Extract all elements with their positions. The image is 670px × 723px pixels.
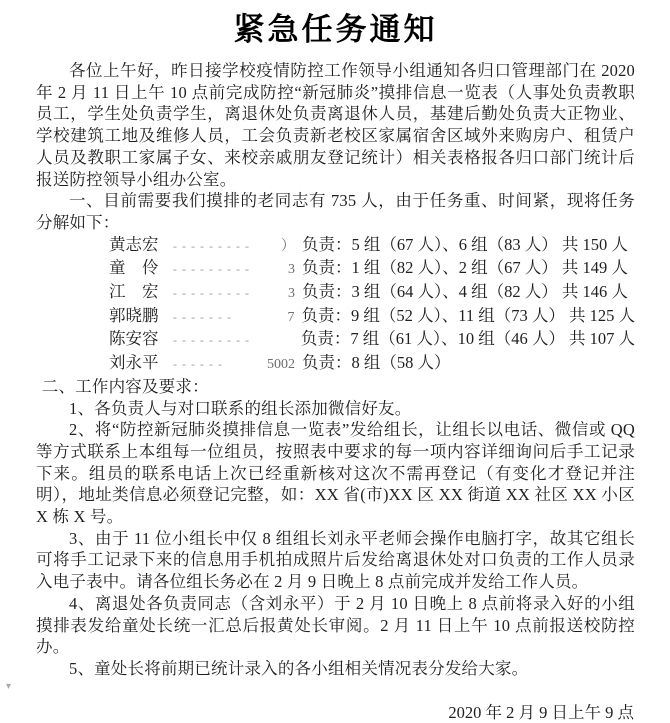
redacted-phone [173, 330, 294, 352]
requirement-item-5: 5、童处长将前期已统计录入的各小组相关情况表分发给大家。 [69, 658, 529, 678]
requirement-item-2: 2、将“防控新冠肺炎摸排信息一览表”发给组长，让组长以电话、微信或 QQ 等方式联系上本组每一位组员，按照表中要求的每一项内容详细询问后手工记录下来。组员的联系电话上次已经重新核对这次不需再登记（有变化才登记并注明），地址类信息必须登记完整，如：XX 省(市)XX 区 XX 街道 XX 社区 XX 小区 X 栋 X 号。 [36, 420, 635, 527]
section2-heading: 二、工作内容及要求： [41, 376, 209, 396]
phone-redaction-marks: - - - - - - [173, 357, 223, 372]
requirement-item-4: 4、离退处各负责同志（含刘永平）于 2 月 10 日晚上 8 点前将录入好的小组摸排表发给童处长统一汇总后报黄处长审阅。2 月 11 日上午 10 点前报送校防控办。 [36, 593, 635, 657]
signature-date: 2020 年 2 月 9 日上午 9 点 [448, 702, 634, 722]
person-name: 郭晓鹏 [109, 305, 159, 325]
assignment-list [36, 234, 635, 376]
requirement-item-1: 1、各负责人与对口联系的组长添加微信好友。 [69, 398, 412, 418]
redacted-phone [173, 236, 295, 258]
phone-redaction-marks: - - - - - - - - - [173, 333, 250, 348]
person-name: 黄志宏 [109, 234, 159, 254]
redacted-phone [173, 354, 295, 376]
requirement-item-3: 3、由于 11 位小组长中仅 8 组组长刘永平老师会操作电脑打字，故其它组长可将手工记录下来的信息用手机拍成照片后发给离退休处对口负责的工作人员录入电子表中。请各位组长务必在 2 月 9 日晚上 8 点前完成并发给工作人员。 [36, 528, 635, 592]
person-name: 陈安容 [109, 329, 159, 349]
assignment-duty: 负责：3 组（64 人）、4 组（82 人） 共 146 人 [302, 282, 628, 302]
assignment-duty: 负责：8 组（58 人） [302, 353, 451, 373]
document-title: 紧急任务通知 [233, 12, 438, 48]
phone-redaction-marks: - - - - - - - - - [173, 262, 250, 277]
phone-redaction-marks: - - - - - - - - - [173, 238, 250, 253]
phone-redaction-marks: - - - - - - - [173, 309, 232, 324]
assignment-row [36, 234, 635, 258]
assignment-row [36, 257, 635, 281]
stray-mark-icon: ▾ [6, 681, 12, 692]
assignment-row [36, 305, 635, 329]
assignment-duty: 负责：7 组（61 人）、10 组（46 人） 共 107 人 [300, 329, 635, 349]
assignment-row [36, 281, 635, 305]
person-name: 童 伶 [109, 258, 159, 278]
assignment-duty: 负责：1 组（82 人）、2 组（67 人） 共 149 人 [302, 258, 628, 278]
assignment-duty: 负责：9 组（52 人）、11 组（73 人） 共 125 人 [301, 305, 635, 325]
assignment-row [36, 328, 635, 352]
section1-heading: 一、目前需要我们摸排的老同志有 735 人，由于任务重、时间紧，现将任务分解如下： [36, 191, 635, 232]
person-name: 江 宏 [109, 282, 159, 302]
redacted-phone [173, 307, 294, 329]
phone-visible-digits: 3 [288, 262, 295, 278]
assignment-row [36, 352, 635, 376]
assignment-duty: 负责：5 组（67 人）、6 组（83 人） 共 150 人 [302, 234, 628, 254]
person-name: 刘永平 [109, 353, 159, 373]
redacted-phone [173, 259, 295, 281]
phone-visible-digits: ） [281, 238, 295, 254]
phone-visible-digits: 3 [288, 286, 295, 302]
phone-redaction-marks: - - - - - - - - - [173, 286, 250, 301]
redacted-phone [173, 283, 295, 305]
intro-paragraph: 各位上午好，昨日接学校疫情防控工作领导小组通知各归口管理部门在 2020 年 2 月 11 日上午 10 点前完成防控“新冠肺炎”摸排信息一览表（人事处负责教职员工，学生处负责学生，离退休处负责离退休人员，基建后勤处负责大正物业、学校建筑工地及维修人员，工会负责新老校区家属宿舍区域外来购房户、租赁户人员及教职工家属子女、来校亲戚朋友登记统计）相关表格报各归口部门统计后报送防控领导小组办公室。 [36, 61, 635, 189]
phone-visible-digits: 7 [287, 309, 295, 325]
phone-visible-digits: 5002 [267, 357, 295, 373]
